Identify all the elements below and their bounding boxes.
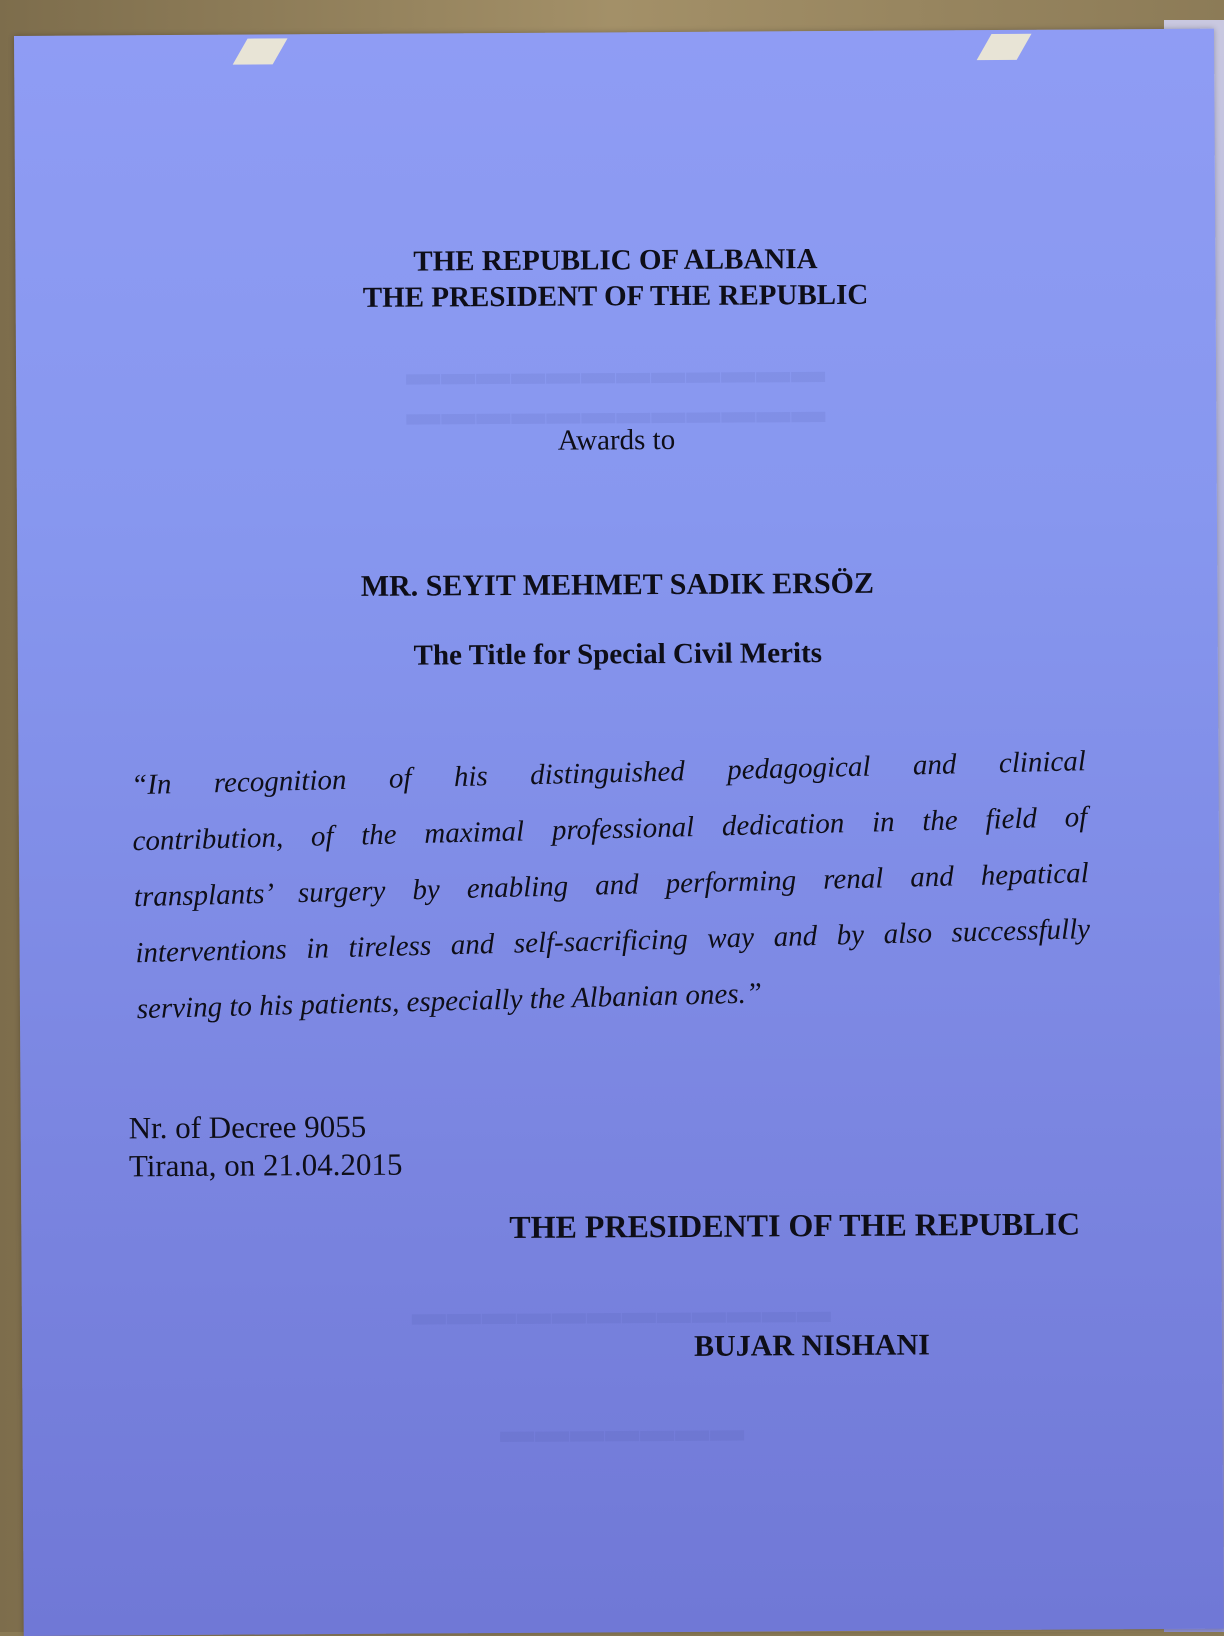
citation-line: interventions in tireless and self-sacrificing way and by also successfully [134, 913, 1091, 970]
reverse-side-show-through: ▬▬▬▬▬▬▬▬▬▬▬▬ [411, 1293, 832, 1333]
recipient-name: MR. SEYIT MEHMET SADIK ERSÖZ [360, 566, 875, 603]
reverse-side-show-through: ▬▬▬▬▬▬▬▬▬▬▬▬ [405, 353, 827, 393]
header-president: THE PRESIDENT OF THE REPUBLIC [362, 278, 869, 314]
place-date: Tirana, on 21.04.2015 [128, 1146, 403, 1184]
certificate-paper [14, 29, 1224, 1636]
reverse-side-show-through: ▬▬▬▬▬▬▬ [499, 1411, 746, 1451]
signatory-name: BUJAR NISHANI [693, 1328, 930, 1363]
decree-number: Nr. of Decree 9055 [128, 1108, 367, 1146]
citation-line: transplants’ surgery by enabling and performing renal and hepatical [133, 857, 1090, 914]
citation-line: “In recognition of his distinguished pedagogical and clinical [130, 745, 1087, 802]
paper-clip-tab [977, 34, 1032, 60]
reverse-side-show-through: ▬▬▬▬▬▬▬▬▬▬▬▬ [406, 393, 827, 433]
citation-line: contribution, of the maximal professional dedication in the field of [132, 801, 1088, 858]
citation-text [130, 733, 1092, 1037]
award-title: The Title for Special Civil Merits [413, 637, 823, 672]
paper-clip-tab [233, 38, 288, 64]
signatory-title: THE PRESIDENTI OF THE REPUBLIC [509, 1205, 1081, 1245]
header-republic: THE REPUBLIC OF ALBANIA [413, 243, 818, 278]
awards-to-label: Awards to [557, 423, 676, 457]
citation-line: serving to his patients, especially the Albanian ones.” [136, 977, 763, 1026]
